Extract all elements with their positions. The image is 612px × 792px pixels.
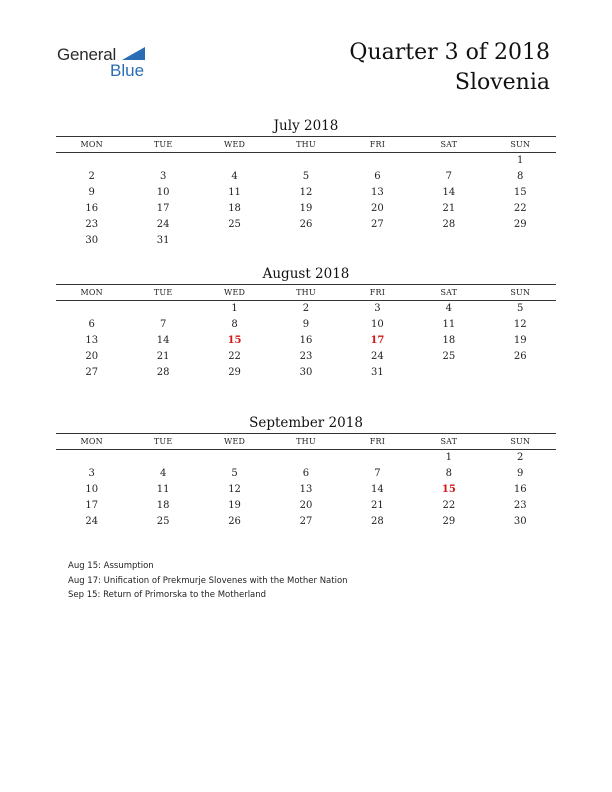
day-cell: 25 bbox=[442, 351, 456, 362]
day-cell: 29 bbox=[513, 219, 527, 230]
day-cell: 8 bbox=[445, 468, 452, 479]
day-cell: 24 bbox=[156, 219, 170, 230]
day-cell: 22 bbox=[228, 351, 241, 362]
day-cell: 1 bbox=[445, 452, 452, 463]
week-row bbox=[56, 301, 556, 317]
week-row bbox=[56, 201, 556, 217]
day-cell: 17 bbox=[85, 500, 99, 511]
day-cell: 18 bbox=[442, 335, 456, 346]
day-cell: 3 bbox=[88, 468, 95, 479]
weekday-header-row bbox=[56, 136, 556, 153]
day-cell: 30 bbox=[299, 367, 313, 378]
day-cell: 12 bbox=[513, 319, 527, 330]
empty-day-cell bbox=[270, 153, 341, 169]
week-row bbox=[56, 233, 556, 249]
week-row bbox=[56, 482, 556, 498]
day-cell: 2 bbox=[517, 452, 524, 463]
empty-day-cell bbox=[270, 233, 341, 249]
day-cell: 23 bbox=[513, 500, 527, 511]
week-row bbox=[56, 217, 556, 233]
day-cell: 9 bbox=[302, 319, 310, 330]
day-cell: 11 bbox=[442, 319, 456, 330]
month-title: August 2018 bbox=[262, 266, 350, 282]
day-cell: 13 bbox=[85, 335, 99, 346]
day-cell: 28 bbox=[156, 367, 170, 378]
weekday-header: TUE bbox=[153, 288, 173, 297]
day-cell: 8 bbox=[231, 319, 238, 330]
empty-day-cell bbox=[270, 450, 341, 466]
day-cell: 28 bbox=[371, 516, 384, 527]
week-row bbox=[56, 450, 556, 466]
week-row bbox=[56, 365, 556, 381]
weekday-header: MON bbox=[80, 140, 103, 149]
week-row bbox=[56, 514, 556, 530]
month-calendar bbox=[56, 413, 556, 530]
page-title: Quarter 3 of 2018 bbox=[349, 40, 550, 65]
day-cell: 19 bbox=[299, 203, 313, 214]
holiday-day-cell: 15 bbox=[227, 335, 242, 346]
holiday-notes bbox=[68, 559, 348, 603]
holiday-note: Sep 15: Return of Primorska to the Motherland bbox=[68, 590, 267, 600]
day-cell: 9 bbox=[517, 468, 524, 479]
day-cell: 21 bbox=[442, 203, 456, 214]
logo-blue-text: Blue bbox=[110, 61, 145, 80]
weekday-header: FRI bbox=[369, 288, 386, 297]
empty-day-cell bbox=[342, 233, 413, 249]
day-cell: 3 bbox=[374, 303, 381, 314]
weekday-header: WED bbox=[224, 437, 246, 446]
weekday-header: WED bbox=[224, 288, 246, 297]
day-cell: 18 bbox=[156, 500, 170, 511]
logo-triangle-icon bbox=[122, 47, 145, 60]
day-cell: 14 bbox=[156, 335, 170, 346]
day-cell: 2 bbox=[302, 303, 310, 314]
day-cell: 22 bbox=[442, 500, 456, 511]
country-name: Slovenia bbox=[454, 70, 550, 95]
day-cell: 29 bbox=[228, 367, 241, 378]
day-cell: 27 bbox=[85, 367, 99, 378]
weekday-header: SUN bbox=[510, 140, 531, 149]
day-cell: 26 bbox=[299, 219, 313, 230]
day-cell: 30 bbox=[513, 516, 527, 527]
empty-day-cell bbox=[127, 153, 198, 169]
weekday-header: SUN bbox=[510, 437, 531, 446]
weekday-header: MON bbox=[80, 288, 103, 297]
week-row bbox=[56, 185, 556, 201]
holiday-note: Aug 15: Assumption bbox=[68, 561, 154, 571]
day-cell: 22 bbox=[513, 203, 527, 214]
holiday-day-cell: 17 bbox=[370, 335, 385, 346]
logo bbox=[57, 42, 157, 84]
day-cell: 18 bbox=[228, 203, 241, 214]
empty-day-cell bbox=[342, 153, 413, 169]
weekday-header: SUN bbox=[510, 288, 531, 297]
day-cell: 10 bbox=[85, 484, 99, 495]
week-row bbox=[56, 349, 556, 365]
empty-day-cell bbox=[56, 450, 127, 466]
day-cell: 2 bbox=[88, 171, 95, 182]
day-cell: 21 bbox=[156, 351, 170, 362]
day-cell: 16 bbox=[513, 484, 527, 495]
day-cell: 28 bbox=[442, 219, 456, 230]
day-cell: 26 bbox=[228, 516, 241, 527]
day-cell: 1 bbox=[231, 303, 238, 314]
day-cell: 9 bbox=[88, 187, 95, 198]
day-cell: 12 bbox=[228, 484, 241, 495]
day-cell: 16 bbox=[85, 203, 99, 214]
day-cell: 6 bbox=[88, 319, 95, 330]
day-cell: 3 bbox=[159, 171, 167, 182]
empty-day-cell bbox=[485, 365, 556, 381]
month-calendar bbox=[56, 264, 556, 381]
weekday-header: THU bbox=[296, 437, 316, 446]
empty-day-cell bbox=[199, 153, 270, 169]
weekday-header: MON bbox=[80, 437, 103, 446]
day-cell: 26 bbox=[513, 351, 527, 362]
weekday-header: FRI bbox=[369, 140, 386, 149]
day-cell: 20 bbox=[85, 351, 99, 362]
week-row bbox=[56, 153, 556, 169]
holiday-note: Aug 17: Unification of Prekmurje Slovenes with the Mother Nation bbox=[68, 575, 348, 586]
month-title: September 2018 bbox=[249, 415, 363, 431]
empty-day-cell bbox=[199, 233, 270, 249]
day-cell: 24 bbox=[371, 351, 384, 362]
week-row bbox=[56, 169, 556, 185]
day-cell: 10 bbox=[156, 187, 170, 198]
day-cell: 19 bbox=[228, 500, 241, 511]
day-cell: 6 bbox=[302, 468, 310, 479]
weekday-header: TUE bbox=[153, 437, 173, 446]
day-cell: 29 bbox=[442, 516, 456, 527]
day-cell: 25 bbox=[156, 516, 170, 527]
day-cell: 21 bbox=[371, 500, 384, 511]
weekday-header-row bbox=[56, 284, 556, 301]
day-cell: 16 bbox=[299, 335, 313, 346]
day-cell: 27 bbox=[371, 219, 384, 230]
weekday-header: TUE bbox=[153, 140, 173, 149]
day-cell: 23 bbox=[299, 351, 313, 362]
day-cell: 13 bbox=[299, 484, 313, 495]
day-cell: 4 bbox=[231, 171, 238, 182]
day-cell: 7 bbox=[445, 171, 452, 182]
weekday-header: THU bbox=[296, 140, 316, 149]
day-cell: 25 bbox=[228, 219, 241, 230]
day-cell: 1 bbox=[517, 155, 524, 166]
empty-day-cell bbox=[199, 450, 270, 466]
day-cell: 23 bbox=[85, 219, 99, 230]
weekday-header: WED bbox=[224, 140, 246, 149]
day-cell: 7 bbox=[159, 319, 167, 330]
weekday-header: SAT bbox=[440, 140, 458, 149]
page-header bbox=[349, 38, 550, 98]
day-cell: 5 bbox=[517, 303, 524, 314]
weekday-header: THU bbox=[296, 288, 316, 297]
empty-day-cell bbox=[413, 365, 484, 381]
day-cell: 10 bbox=[371, 319, 384, 330]
day-cell: 20 bbox=[299, 500, 313, 511]
day-cell: 19 bbox=[513, 335, 527, 346]
empty-day-cell bbox=[413, 153, 484, 169]
month-title: July 2018 bbox=[273, 118, 339, 134]
week-row bbox=[56, 333, 556, 349]
empty-day-cell bbox=[127, 450, 198, 466]
empty-day-cell bbox=[342, 450, 413, 466]
week-row bbox=[56, 466, 556, 482]
day-cell: 13 bbox=[371, 187, 384, 198]
day-cell: 12 bbox=[299, 187, 313, 198]
day-cell: 11 bbox=[228, 187, 241, 198]
weekday-header: SAT bbox=[440, 437, 458, 446]
empty-day-cell bbox=[127, 301, 198, 317]
holiday-day-cell: 15 bbox=[441, 484, 456, 495]
day-cell: 8 bbox=[517, 171, 524, 182]
day-cell: 24 bbox=[85, 516, 99, 527]
day-cell: 31 bbox=[156, 235, 170, 246]
empty-day-cell bbox=[56, 301, 127, 317]
day-cell: 5 bbox=[302, 171, 310, 182]
day-cell: 14 bbox=[371, 484, 384, 495]
empty-day-cell bbox=[485, 233, 556, 249]
day-cell: 4 bbox=[159, 468, 167, 479]
day-cell: 31 bbox=[371, 367, 384, 378]
empty-day-cell bbox=[413, 233, 484, 249]
day-cell: 30 bbox=[85, 235, 99, 246]
day-cell: 15 bbox=[513, 187, 527, 198]
empty-day-cell bbox=[56, 153, 127, 169]
week-row bbox=[56, 498, 556, 514]
day-cell: 4 bbox=[445, 303, 452, 314]
logo-general-text: General bbox=[57, 45, 117, 64]
month-calendar bbox=[56, 116, 556, 249]
weekday-header-row bbox=[56, 433, 556, 450]
day-cell: 27 bbox=[299, 516, 313, 527]
day-cell: 5 bbox=[231, 468, 238, 479]
day-cell: 14 bbox=[442, 187, 456, 198]
weekday-header: SAT bbox=[440, 288, 458, 297]
day-cell: 7 bbox=[374, 468, 381, 479]
day-cell: 17 bbox=[156, 203, 170, 214]
day-cell: 20 bbox=[371, 203, 384, 214]
day-cell: 11 bbox=[156, 484, 170, 495]
week-row bbox=[56, 317, 556, 333]
weekday-header: FRI bbox=[369, 437, 386, 446]
day-cell: 6 bbox=[374, 171, 381, 182]
